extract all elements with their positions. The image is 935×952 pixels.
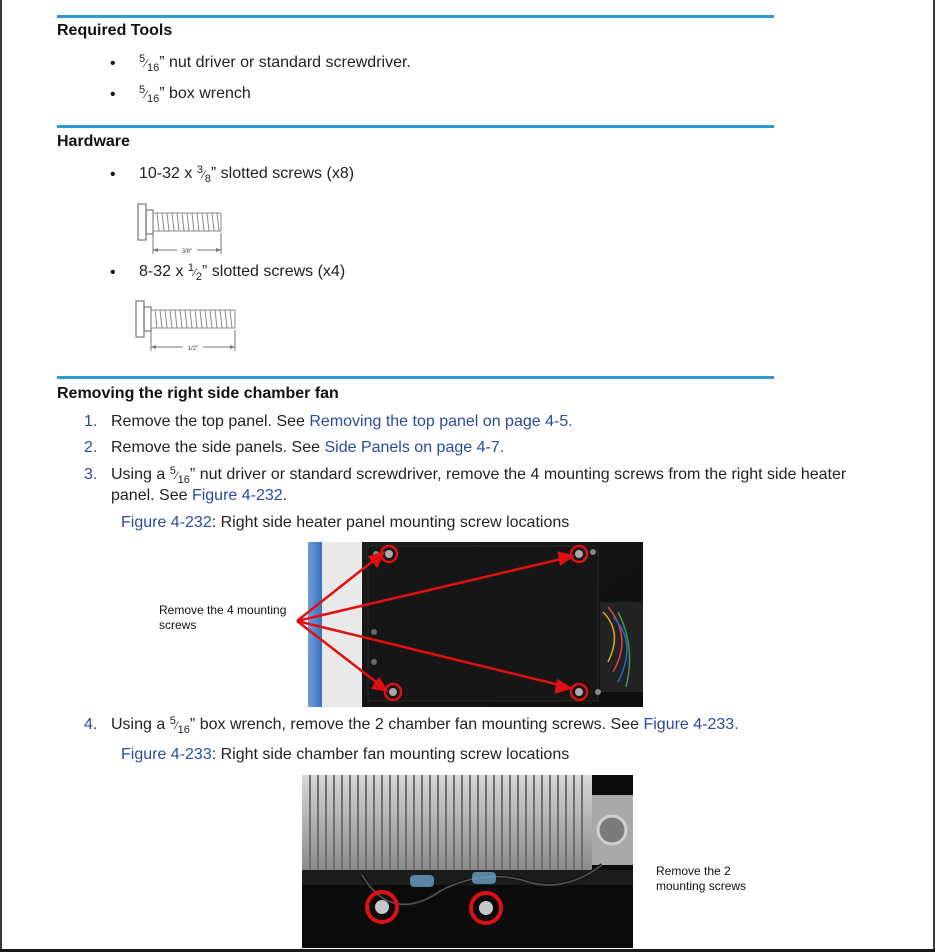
bullet: • — [110, 55, 116, 72]
callout-remove-2-screws: Remove the 2 mounting screws — [656, 864, 747, 893]
tool-item-2: $^5⁄_{16}$” box wrench — [139, 84, 251, 105]
hardware-item-2: 8-32 x $^1⁄_2$” slotted screws (x4) — [139, 262, 346, 283]
step-3-line-2: panel. See Figure 4-232. — [111, 487, 288, 504]
dimension-label-1-2: 1/2" — [187, 346, 199, 352]
step-number-2: 2. — [84, 439, 98, 456]
step-number-4: 4. — [84, 716, 98, 733]
heading-hardware: Hardware — [57, 133, 130, 150]
hardware-item-1: 10-32 x $^3⁄_8$” slotted screws (x8) — [139, 164, 355, 185]
figure-4-233-photo — [302, 775, 633, 948]
step-number-1: 1. — [84, 413, 98, 430]
bullet: • — [110, 166, 116, 183]
figure-caption-4-233: Figure 4-233: Right side chamber fan mounting screw locations — [121, 746, 570, 763]
step-4: Using a $^5⁄_{16}$” box wrench, remove the 2 chamber fan mounting screws. See Figure 4-233. — [111, 715, 739, 736]
figure-caption-4-232: Figure 4-232: Right side heater panel mounting screw locations — [121, 514, 570, 531]
link-side-panels[interactable]: Side Panels on page 4-7 — [324, 439, 500, 456]
tool-item-1: $^5⁄_{16}$” nut driver or standard screwdriver. — [139, 53, 411, 74]
figure-id-4-232: Figure 4-232 — [121, 514, 212, 531]
dimension-label-3-8: 3/8" — [181, 249, 193, 255]
step-number-3: 3. — [84, 466, 98, 483]
figure-id-4-233: Figure 4-233 — [121, 746, 212, 763]
heading-required-tools: Required Tools — [57, 22, 173, 39]
step-3-line-1: Using a $^5⁄_{16}$” nut driver or standard screwdriver, remove the 4 mounting screws from the right side heater — [111, 465, 847, 486]
link-figure-4-232[interactable]: Figure 4-232 — [191, 487, 283, 504]
link-removing-top-panel[interactable]: Removing the top panel on page 4-5 — [309, 413, 569, 430]
heading-procedure: Removing the right side chamber fan — [57, 385, 339, 402]
link-figure-4-233[interactable]: Figure 4-233 — [643, 716, 735, 733]
step-2: Remove the side panels. See Side Panels on page 4-7. — [111, 439, 505, 456]
bullet: • — [110, 86, 116, 103]
callout-remove-4-screws: Remove the 4 mounting screws — [159, 603, 287, 632]
step-1: Remove the top panel. See Removing the top panel on page 4-5. — [111, 413, 573, 430]
bullet: • — [110, 264, 116, 281]
